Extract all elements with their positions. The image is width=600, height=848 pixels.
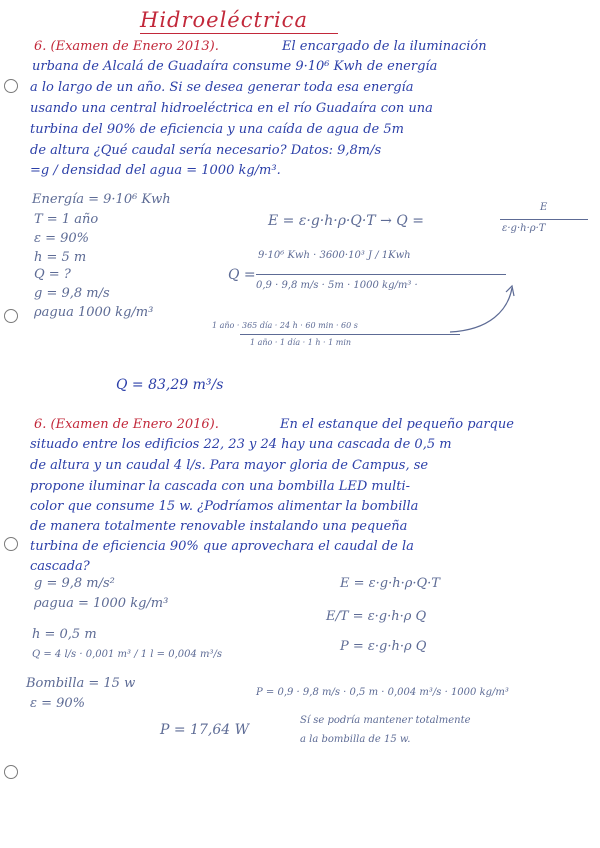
problem1-data: T = 1 año <box>34 212 99 227</box>
problem2-data: Bombilla = 15 w <box>26 676 136 691</box>
problem1-line: El encargado de la iluminación <box>282 39 487 54</box>
problem2-line: situado entre los edificios 22, 23 y 24 hay una cascada de 0,5 m <box>30 437 452 452</box>
problem2-conclusion: a la bombilla de 15 w. <box>300 734 411 745</box>
binder-hole-top <box>4 79 18 93</box>
curved-arrow-icon <box>420 280 520 340</box>
power-equation-3: P = ε·g·h·ρ Q <box>340 639 427 654</box>
problem2-data: ε = 90% <box>30 696 86 711</box>
problem1-data: g = 9,8 m/s <box>34 286 110 301</box>
problem2-conclusion: Sí se podría mantener totalmente <box>300 715 471 726</box>
energy-equation-denominator: ε·g·h·ρ·T <box>502 223 546 234</box>
title-underline <box>140 33 338 34</box>
problem1-data: h = 5 m <box>34 250 87 265</box>
problem2-line: turbina de eficiencia 90% que aprovechara el caudal de la <box>30 539 414 554</box>
problem1-line: de altura ¿Qué caudal sería necesario? Datos: 9,8m/s <box>30 143 382 158</box>
problem1-line: =g / densidad del agua = 1000 kg/m³. <box>30 163 281 178</box>
problem1-heading: 6. (Examen de Enero 2013). <box>34 39 219 54</box>
problem1-line: urbana de Alcalá de Guadaíra consume 9·10⁶ Kwh de energía <box>32 59 438 74</box>
problem1-result: Q = 83,29 m³/s <box>116 377 224 393</box>
binder-hole-middle <box>4 309 18 323</box>
flow-equation-lhs: Q = <box>228 267 256 283</box>
problem1-line: usando una central hidroeléctrica en el río Guadaíra con una <box>30 101 433 116</box>
energy-fraction-bar <box>500 219 588 220</box>
problem1-data: Q = ? <box>34 267 71 282</box>
problem1-data: Energía = 9·10⁶ Kwh <box>32 192 171 207</box>
problem1-line: a lo largo de un año. Si se desea generar toda esa energía <box>30 80 414 95</box>
problem2-line: de altura y un caudal 4 l/s. Para mayor gloria de Campus, se <box>30 458 429 473</box>
flow-equation-numerator: 9·10⁶ Kwh · 3600·10³ J / 1Kwh <box>258 250 411 261</box>
time-conversion-bar <box>240 334 460 335</box>
time-conversion-numerator: 1 año · 365 día · 24 h · 60 min · 60 s <box>212 321 358 330</box>
binder-hole-bottom <box>4 765 18 779</box>
power-equation-4: P = 0,9 · 9,8 m/s · 0,5 m · 0,004 m³/s · 1000 kg/m³ <box>256 687 509 698</box>
problem2-line: color que consume 15 w. ¿Podríamos alimentar la bombilla <box>30 499 419 514</box>
problem2-heading: 6. (Examen de Enero 2016). <box>34 417 219 432</box>
power-equation-2: E/T = ε·g·h·ρ Q <box>326 609 427 624</box>
flow-equation-denominator: 0,9 · 9,8 m/s · 5m · 1000 kg/m³ · <box>256 280 418 291</box>
energy-equation-numerator: E <box>540 202 548 213</box>
problem2-line: En el estanque del pequeño parque <box>280 417 514 432</box>
problem1-data: ρagua 1000 kg/m³ <box>34 305 154 320</box>
time-conversion-denominator: 1 año · 1 día · 1 h · 1 min <box>250 338 352 347</box>
energy-equation: E = ε·g·h·ρ·Q·T → Q = <box>268 213 424 229</box>
problem1-data: ε = 90% <box>34 231 90 246</box>
binder-hole-lower <box>4 537 18 551</box>
power-equation-1: E = ε·g·h·ρ·Q·T <box>340 576 440 591</box>
problem2-data: Q = 4 l/s · 0,001 m³ / 1 l = 0,004 m³/s <box>32 649 223 660</box>
problem2-line: propone iluminar la cascada con una bombilla LED multi- <box>30 479 411 494</box>
problem2-data: h = 0,5 m <box>32 627 97 642</box>
problem2-data: ρagua = 1000 kg/m³ <box>34 596 169 611</box>
problem2-data: g = 9,8 m/s² <box>34 576 115 591</box>
problem2-result: P = 17,64 W <box>160 722 249 738</box>
flow-fraction-bar <box>256 274 506 275</box>
problem2-line: cascada? <box>30 559 90 574</box>
page-title: Hidroeléctrica <box>140 8 308 32</box>
problem2-line: de manera totalmente renovable instalando una pequeña <box>30 519 408 534</box>
problem1-line: turbina del 90% de eficiencia y una caída de agua de 5m <box>30 122 404 137</box>
